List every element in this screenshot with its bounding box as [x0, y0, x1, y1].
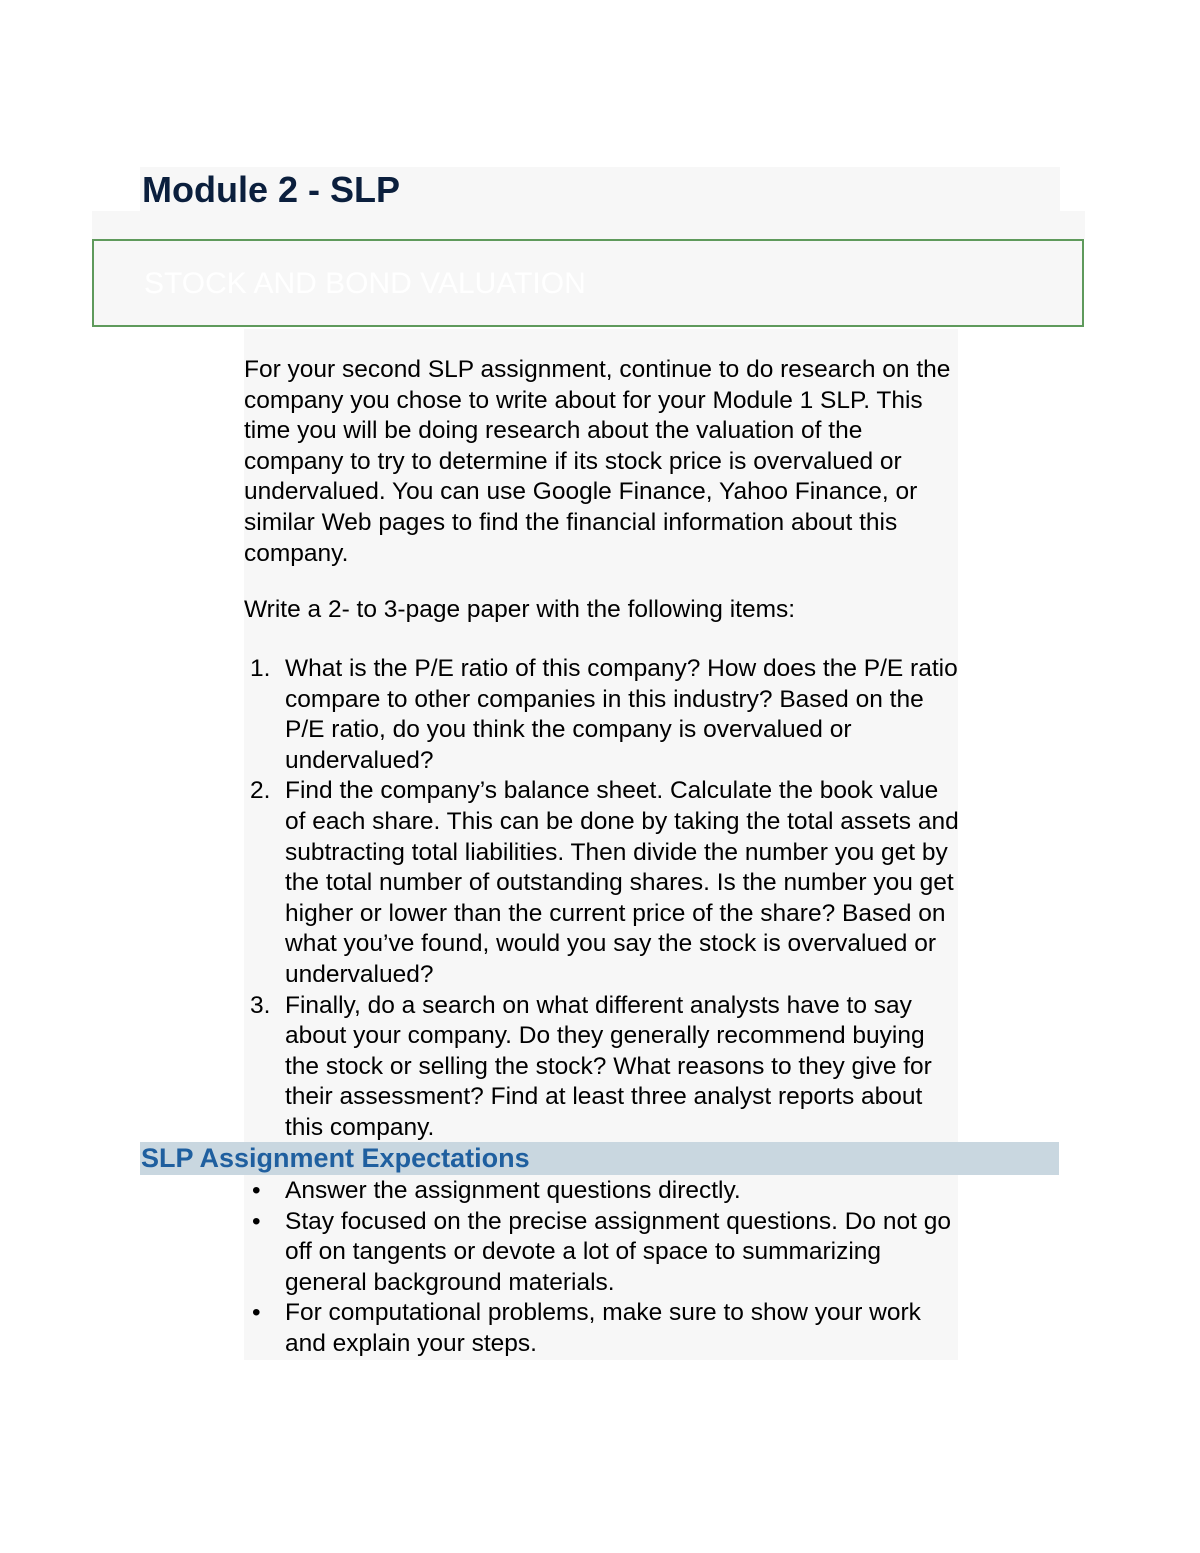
list-item — [250, 1298, 962, 1359]
question-text: Finally, do a search on what different analysts have to say about your company. Do they generally recommend buying the stock or selling the stock? What reasons to they give for their assessment? Find at least three analyst reports about this company. — [285, 991, 932, 1141]
list-number: 1. — [250, 655, 271, 682]
bullet-icon: • — [252, 1207, 261, 1235]
list-item — [250, 991, 962, 1144]
page-title: Module 2 - SLP — [142, 169, 401, 210]
title-gap-band — [92, 211, 1085, 239]
list-item — [250, 654, 962, 776]
question-text: Find the company’s balance sheet. Calculate the book value of each share. This can be done by taking the total assets and subtracting total liabilities. Then divide the number you get by the total number of outstanding shares. Is the number you get higher or lower than the current price of the share? Based on what you’ve found, would you say the stock is overvalued or undervalued? — [285, 777, 959, 988]
expectations-list — [250, 1176, 962, 1360]
expectation-text: For computational problems, make sure to show your work and explain your steps. — [285, 1299, 921, 1357]
section-heading: STOCK AND BOND VALUATION — [144, 267, 586, 300]
list-item — [250, 1176, 962, 1207]
list-item — [250, 776, 962, 990]
intro-paragraph: For your second SLP assignment, continue to do research on the company you chose to write about for your Module 1 SLP. This time you will be doing research about the valuation of the company to try to determine if its stock price is overvalued or undervalued. You can use Google Finance, Yahoo Finance, or similar Web pages to find the financial information about this company. — [244, 356, 951, 567]
list-item — [250, 1207, 962, 1299]
expectation-text: Stay focused on the precise assignment questions. Do not go off on tangents or devote a lot of space to summarizing general background materials. — [285, 1207, 951, 1296]
bullet-icon: • — [252, 1177, 261, 1204]
list-number: 3. — [250, 991, 271, 1019]
list-number: 2. — [250, 777, 271, 805]
question-text: What is the P/E ratio of this company? How does the P/E ratio compare to other companies in this industry? Based on the P/E ratio, do you think the company is overvalued or undervalued? — [285, 655, 958, 774]
expectation-text: Answer the assignment questions directly. — [285, 1177, 741, 1204]
questions-list — [250, 654, 962, 1144]
bullet-icon: • — [252, 1299, 261, 1327]
expectations-heading: SLP Assignment Expectations — [141, 1143, 530, 1173]
write-prompt: Write a 2- to 3-page paper with the following items: — [244, 596, 796, 623]
section-heading-box — [92, 239, 1084, 327]
